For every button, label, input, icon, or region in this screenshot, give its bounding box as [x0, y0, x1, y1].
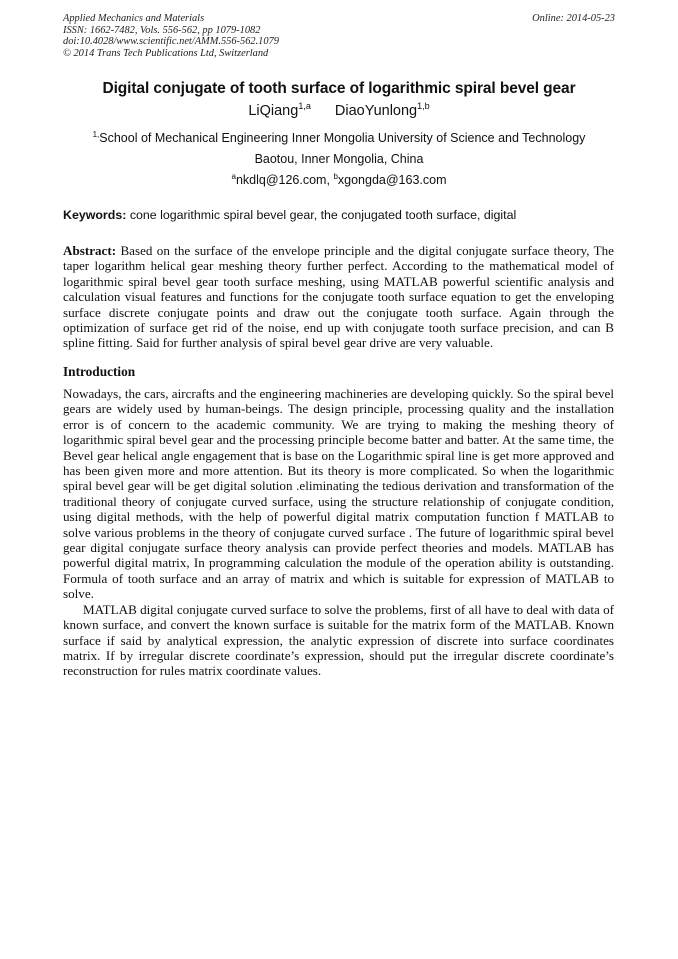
author-list — [30, 103, 648, 119]
issn-line: ISSN: 1662-7482, Vols. 556-562, pp 1079-1082 — [63, 24, 261, 36]
email-b-marker: b — [333, 172, 338, 181]
keywords — [63, 208, 623, 222]
affiliation-line-2: Baotou, Inner Mongolia, China — [254, 152, 424, 166]
author-affiliation-marker: 1,a — [298, 101, 311, 111]
affiliation-line-1 — [30, 131, 648, 145]
journal-header — [63, 13, 615, 59]
abstract-label: Abstract: — [63, 243, 117, 258]
doi-line: doi:10.4028/www.scientific.net/AMM.556-562.1079 — [63, 36, 279, 48]
email-a-marker: a — [231, 172, 236, 181]
author-name: LiQiang — [248, 103, 299, 119]
keywords-label: Keywords: — [63, 208, 127, 222]
abstract-text: Based on the surface of the envelope principle and the digital conjugate surface theory, The taper logarithm helical gear meshing theory further perfect. According to the mathematical model of logarithmic spiral bevel gear tooth surface meshing, using MATLAB powerful scientific analysis and calculation visual features and functions for the conjugate tooth surface equation to get the enveloping surface discrete conjugate points and draw out the conjugate tooth surface. Again through the optimization of surface get rid of the noise, end up with conjugate tooth surface precision, and can B spline fitting. Said for further analysis of spiral bevel gear drive are very valuable. — [63, 243, 614, 351]
affiliation-marker: 1, — [92, 130, 100, 139]
copyright-line: © 2014 Trans Tech Publications Ltd, Switzerland — [63, 47, 269, 59]
introduction-body — [63, 386, 614, 679]
abstract — [63, 243, 614, 351]
paragraph: Nowadays, the cars, aircrafts and the engineering machineries are developing quickly. So the spiral bevel gears are widely used by human-beings. The design principle, processing quality and the installation error is of concern to the academic community. We are trying to making the meshing theory of logarithmic spiral bevel gear and the processing principle become batter and batter. At the same time, the Bevel gear helical angle engagement that is base on the Logarithmic spiral line is get more approved and has been given more and more attention. But its theory is more complicated. So when the logarithmic spiral bevel gear will be get digital solution .eliminating the tedious derivation and transformation of the traditional theory of conjugate curved surface, using the structure relationship of conjugate condition, using digital methods, with the help of powerful digital matrix computation function f MATLAB to solve various problems in the theory of conjugate curved surface . The future of logarithmic spiral bevel gear digital conjugate surface theory analysis can provide perfect theories and models. MATLAB has powerful digital matrix, In programming calculation the module of the operation ability is outstanding. Formula of tooth surface and an array of matrix and which is suitable for expression of MATLAB to solve. — [63, 386, 614, 602]
author-name: DiaoYunlong — [334, 103, 418, 119]
keywords-text: cone logarithmic spiral bevel gear, the conjugated tooth surface, digital — [129, 208, 517, 222]
online-date: Online: 2014-05-23 — [532, 13, 615, 24]
email-b: xgongda@163.com — [337, 173, 447, 187]
email-line — [30, 173, 648, 187]
journal-name: Applied Mechanics and Materials — [63, 13, 205, 24]
affiliation-institution: School of Mechanical Engineering Inner Mongolia University of Science and Technology — [99, 131, 586, 145]
paper-title: Digital conjugate of tooth surface of logarithmic spiral bevel gear — [102, 80, 576, 97]
section-heading-introduction: Introduction — [63, 364, 136, 379]
author-affiliation-marker: 1,b — [417, 101, 430, 111]
paragraph: MATLAB digital conjugate curved surface to solve the problems, first of all have to deal with data of known surface, and convert the known surface is suitable for the matrix form of the MATLAB. Known surface if said by analytical expression, the analytic expression of discrete into surface coordinates matrix. If by irregular discrete coordinate’s expression, should put the irregular discrete coordinate’s reconstruction for rules matrix coordinate values. — [63, 601, 614, 679]
email-a: nkdlq@126.com, — [235, 173, 330, 187]
